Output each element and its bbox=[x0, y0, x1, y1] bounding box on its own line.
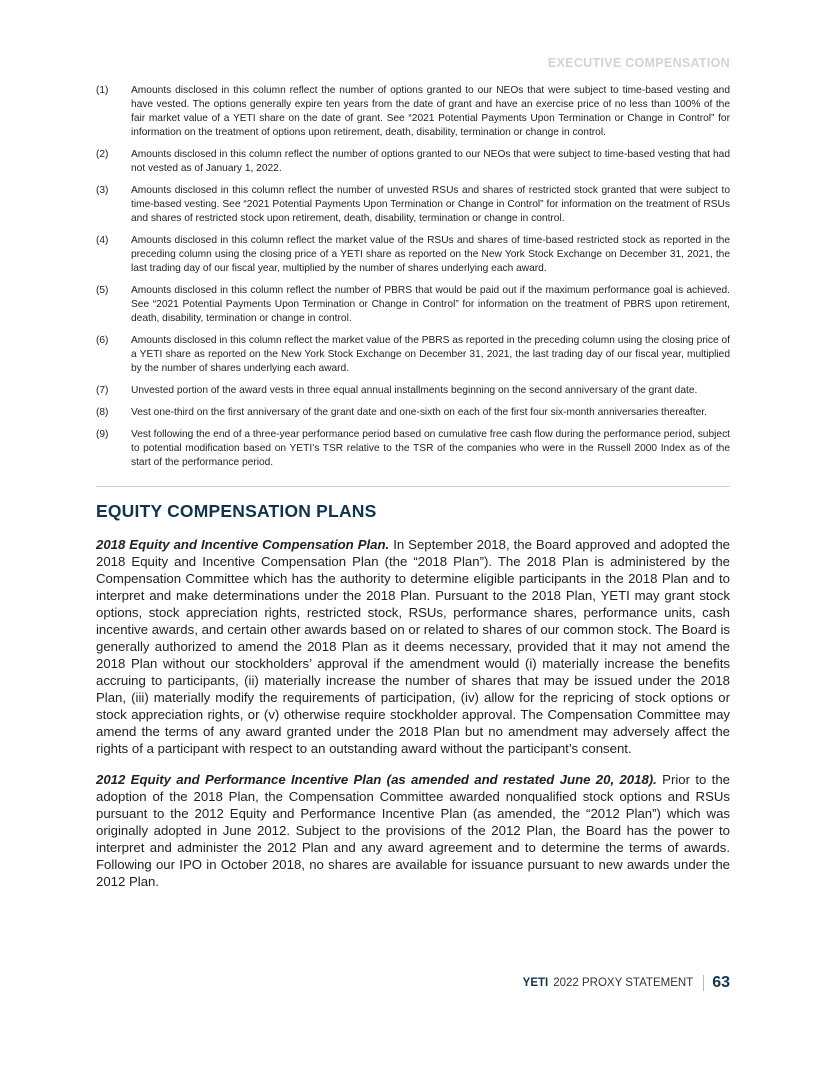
plan-2018-paragraph bbox=[96, 536, 730, 757]
plan-2018-heading: 2018 Equity and Incentive Compensation Plan. bbox=[96, 537, 390, 552]
footer-doc-title: 2022 PROXY STATEMENT bbox=[553, 977, 694, 989]
footnote-text: Vest one-third on the first anniversary of the grant date and one-sixth on each of the first four six-month anniversaries thereafter. bbox=[131, 407, 707, 418]
footnote-number: (7) bbox=[96, 385, 109, 396]
page-footer bbox=[523, 974, 730, 992]
footnote-text: Amounts disclosed in this column reflect the number of unvested RSUs and shares of restricted stock granted that were subject to time-based vesting. See “2021 Potential Payments Upon Termination or Change in Control” for information on the treatment of RSUs and shares of restricted stock upon retirement, death, disability, termination or change in control. bbox=[131, 185, 730, 224]
footnote-item bbox=[96, 234, 730, 276]
footnote-number: (4) bbox=[96, 235, 109, 246]
footnote-text: Amounts disclosed in this column reflect the market value of the RSUs and shares of time-based restricted stock as reported in the preceding column using the closing price of a YETI share as reported on the New York Stock Exchange on December 31, 2021, the last trading day of our fiscal year, multiplied by the number of shares underlying each award. bbox=[131, 235, 730, 274]
footnote-item bbox=[96, 148, 730, 176]
footnote-item bbox=[96, 334, 730, 376]
footnote-number: (6) bbox=[96, 335, 109, 346]
footnote-number: (3) bbox=[96, 185, 109, 196]
footnote-item bbox=[96, 184, 730, 226]
plan-2012-heading: 2012 Equity and Performance Incentive Plan (as amended and restated June 20, 2018). bbox=[96, 772, 657, 787]
footer-brand: YETI bbox=[522, 977, 549, 989]
footnote-text: Amounts disclosed in this column reflect the number of options granted to our NEOs that were subject to time-based vesting and have vested. The options generally expire ten years from the date of grant and have an exercise price of no less than 100% of the fair market value of a YETI share on the date of grant. See “2021 Potential Payments Upon Termination or Change in Control” for information on the treatment of options upon retirement, death, disability, termination or change in control. bbox=[131, 85, 730, 138]
footnote-item bbox=[96, 428, 730, 470]
footnote-item bbox=[96, 384, 730, 398]
footnote-number: (2) bbox=[96, 149, 109, 160]
footnote-item bbox=[96, 284, 730, 326]
footnote-number: (8) bbox=[96, 407, 109, 418]
footnote-text: Amounts disclosed in this column reflect the number of PBRS that would be paid out if the maximum performance goal is achieved. See “2021 Potential Payments Upon Termination or Change in Control” for information on the treatment of PBRS upon retirement, death, disability, termination or change in control. bbox=[131, 285, 730, 324]
footer-separator bbox=[703, 975, 704, 991]
document-page bbox=[96, 56, 730, 904]
section-title: EQUITY COMPENSATION PLANS bbox=[96, 501, 377, 521]
footnote-text: Amounts disclosed in this column reflect the number of options granted to our NEOs that were subject to time-based vesting that had not vested as of January 1, 2022. bbox=[131, 149, 730, 174]
plan-2018-body: In September 2018, the Board approved and adopted the 2018 Equity and Incentive Compensation Plan (the “2018 Plan”). The 2018 Plan is administered by the Compensation Committee which has the authority to determine eligible participants in the 2018 Plan and to interpret and make determinations under the 2018 Plan. Pursuant to the 2018 Plan, YETI may grant stock options, stock appreciation rights, restricted stock, RSUs, performance shares, performance units, cash incentive awards, and certain other awards based on or related to shares of our common stock. The Board is generally authorized to amend the 2018 Plan as it deems necessary, provided that it may not amend the 2018 Plan without our stockholders’ approval if the amendment would (i) materially increase the benefits accruing to participants, (ii) materially increase the number of shares that may be issued under the 2018 Plan, (iii) materially modify the requirements of participation, (iv) allow for the repricing of stock options or stock appreciation rights, or (v) otherwise require stockholder approval. The Compensation Committee may amend the terms of any award granted under the 2018 Plan but no amendment may adversely affect the rights of a participant with respect to an outstanding award without the participant’s consent. bbox=[96, 537, 730, 756]
footnote-text: Unvested portion of the award vests in three equal annual installments beginning on the second anniversary of the grant date. bbox=[131, 385, 698, 396]
footnote-number: (5) bbox=[96, 285, 109, 296]
running-header: EXECUTIVE COMPENSATION bbox=[547, 56, 730, 70]
footnote-number: (9) bbox=[96, 429, 109, 440]
plan-2012-body: Prior to the adoption of the 2018 Plan, the Compensation Committee awarded nonqualified stock options and RSUs pursuant to the 2012 Equity and Performance Incentive Plan (as amended, the “2012 Plan”) which was originally adopted in June 2012. Subject to the provisions of the 2012 Plan, the Board has the power to interpret and administer the 2012 Plan and any award agreement and to determine the terms of awards. Following our IPO in October 2018, no shares are available for issuance pursuant to new awards under the 2012 Plan. bbox=[96, 772, 730, 889]
section-divider bbox=[96, 486, 730, 487]
footnote-item bbox=[96, 84, 730, 140]
page-number: 63 bbox=[712, 974, 730, 991]
footnote-text: Vest following the end of a three-year performance period based on cumulative free cash flow during the performance period, subject to potential modification based on YETI’s TSR relative to the TSR of the companies who were in the Russell 2000 Index as of the start of the performance period. bbox=[131, 429, 730, 468]
footnote-item bbox=[96, 406, 730, 420]
footnote-number: (1) bbox=[96, 85, 109, 96]
footnote-list bbox=[96, 84, 730, 470]
plan-2012-paragraph bbox=[96, 771, 730, 890]
footnote-text: Amounts disclosed in this column reflect the market value of the PBRS as reported in the preceding column using the closing price of a YETI share as reported on the New York Stock Exchange on December 31, 2021, the last trading day of our fiscal year, multiplied by the number of shares underlying each award. bbox=[131, 335, 730, 374]
